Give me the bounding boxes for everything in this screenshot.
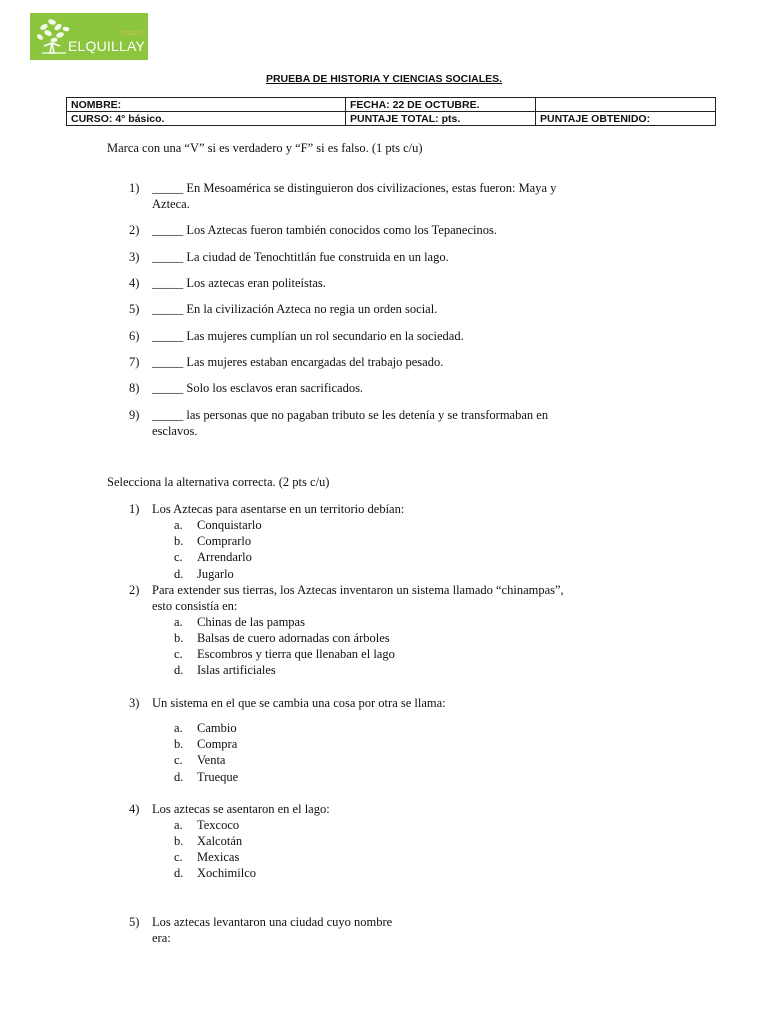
section1-instruction: Marca con una “V” si es verdadero y “F” si es falso. (1 pts c/u) — [107, 141, 423, 155]
option-text[interactable]: Arrendarlo — [197, 550, 252, 564]
option-letter: a. — [174, 721, 183, 735]
option-text[interactable]: Compra — [197, 737, 238, 751]
logo-name: ELQUILLAY — [68, 38, 146, 54]
section2-instruction: Selecciona la alternativa correcta. (2 pts c/u) — [107, 475, 330, 489]
question-number: 5) — [129, 915, 140, 929]
option-letter: b. — [174, 834, 184, 848]
question-number: 4) — [129, 802, 140, 816]
tf-item-text: Azteca. — [152, 197, 190, 211]
option-text[interactable]: Xalcotán — [197, 834, 243, 848]
option-text[interactable]: Islas artificiales — [197, 663, 276, 677]
tf-item-number: 7) — [129, 355, 140, 369]
tf-item-text: _____ Solo los esclavos eran sacrificados. — [152, 381, 364, 395]
question-text: Para extender sus tierras, los Aztecas inventaron un sistema llamado “chinampas”, — [152, 583, 564, 597]
logo-small-text: COLEGIO — [120, 31, 143, 37]
tf-item-number: 8) — [129, 381, 140, 395]
tf-item-number: 3) — [129, 250, 140, 264]
empty-cell — [536, 98, 716, 112]
question-number: 3) — [129, 696, 140, 710]
option-letter: c. — [174, 753, 183, 767]
question-text: Un sistema en el que se cambia una cosa por otra se llama: — [152, 696, 446, 710]
tf-item-text: _____ Las mujeres cumplían un rol secundario en la sociedad. — [152, 329, 464, 343]
page-title: PRUEBA DE HISTORIA Y CIENCIAS SOCIALES. — [265, 73, 503, 85]
puntaje-total-field: PUNTAJE TOTAL: pts. — [346, 112, 536, 126]
option-letter: d. — [174, 866, 184, 880]
option-text[interactable]: Conquistarlo — [197, 518, 262, 532]
option-letter: a. — [174, 518, 183, 532]
option-letter: b. — [174, 534, 184, 548]
option-text[interactable]: Jugarlo — [197, 567, 234, 581]
option-text[interactable]: Comprarlo — [197, 534, 252, 548]
question-text: Los aztecas se asentaron en el lago: — [152, 802, 330, 816]
option-letter: b. — [174, 631, 184, 645]
fecha-field: FECHA: 22 DE OCTUBRE. — [346, 98, 536, 112]
tf-item-text: _____ En Mesoamérica se distinguieron dos civilizaciones, estas fueron: Maya y — [152, 181, 557, 195]
puntaje-obtenido-field[interactable]: PUNTAJE OBTENIDO: — [536, 112, 716, 126]
nombre-field[interactable]: NOMBRE: — [67, 98, 346, 112]
option-letter: d. — [174, 663, 184, 677]
option-text[interactable]: Trueque — [197, 770, 239, 784]
option-text[interactable]: Mexicas — [197, 850, 240, 864]
option-text[interactable]: Cambio — [197, 721, 237, 735]
tf-item-number: 4) — [129, 276, 140, 290]
question-text: Los aztecas levantaron una ciudad cuyo nombre — [152, 915, 393, 929]
tf-item-text: _____ Los aztecas eran politeístas. — [152, 276, 326, 290]
question-text: esto consistía en: — [152, 599, 238, 613]
option-text[interactable]: Venta — [197, 753, 226, 767]
tf-item-text: _____ En la civilización Azteca no regia un orden social. — [152, 302, 438, 316]
option-letter: d. — [174, 770, 184, 784]
question-text: Los Aztecas para asentarse en un territorio debían: — [152, 502, 405, 516]
tf-item-text: _____ las personas que no pagaban tributo se les detenía y se transformaban en — [152, 408, 549, 422]
tf-item-text: _____ Las mujeres estaban encargadas del trabajo pesado. — [152, 355, 444, 369]
tf-item-number: 9) — [129, 408, 140, 422]
option-letter: c. — [174, 550, 183, 564]
school-logo — [30, 13, 148, 60]
option-text[interactable]: Texcoco — [197, 818, 240, 832]
option-letter: a. — [174, 818, 183, 832]
option-letter: d. — [174, 567, 184, 581]
tf-item-number: 1) — [129, 181, 140, 195]
option-letter: c. — [174, 647, 183, 661]
tf-item-text: _____ Los Aztecas fueron también conocidos como los Tepanecinos. — [152, 223, 497, 237]
tf-item-number: 5) — [129, 302, 140, 316]
option-text[interactable]: Chinas de las pampas — [197, 615, 305, 629]
tf-item-number: 6) — [129, 329, 140, 343]
option-text[interactable]: Balsas de cuero adornadas con árboles — [197, 631, 390, 645]
tf-item-number: 2) — [129, 223, 140, 237]
header-table — [66, 97, 716, 126]
option-letter: a. — [174, 615, 183, 629]
question-number: 2) — [129, 583, 140, 597]
option-letter: b. — [174, 737, 184, 751]
tf-item-text: _____ La ciudad de Tenochtitlán fue construida en un lago. — [152, 250, 449, 264]
option-text[interactable]: Escombros y tierra que llenaban el lago — [197, 647, 395, 661]
question-text: era: — [152, 931, 171, 945]
option-letter: c. — [174, 850, 183, 864]
curso-field: CURSO: 4° básico. — [67, 112, 346, 126]
option-text[interactable]: Xochimilco — [197, 866, 257, 880]
tf-item-text: esclavos. — [152, 424, 198, 438]
question-number: 1) — [129, 502, 140, 516]
